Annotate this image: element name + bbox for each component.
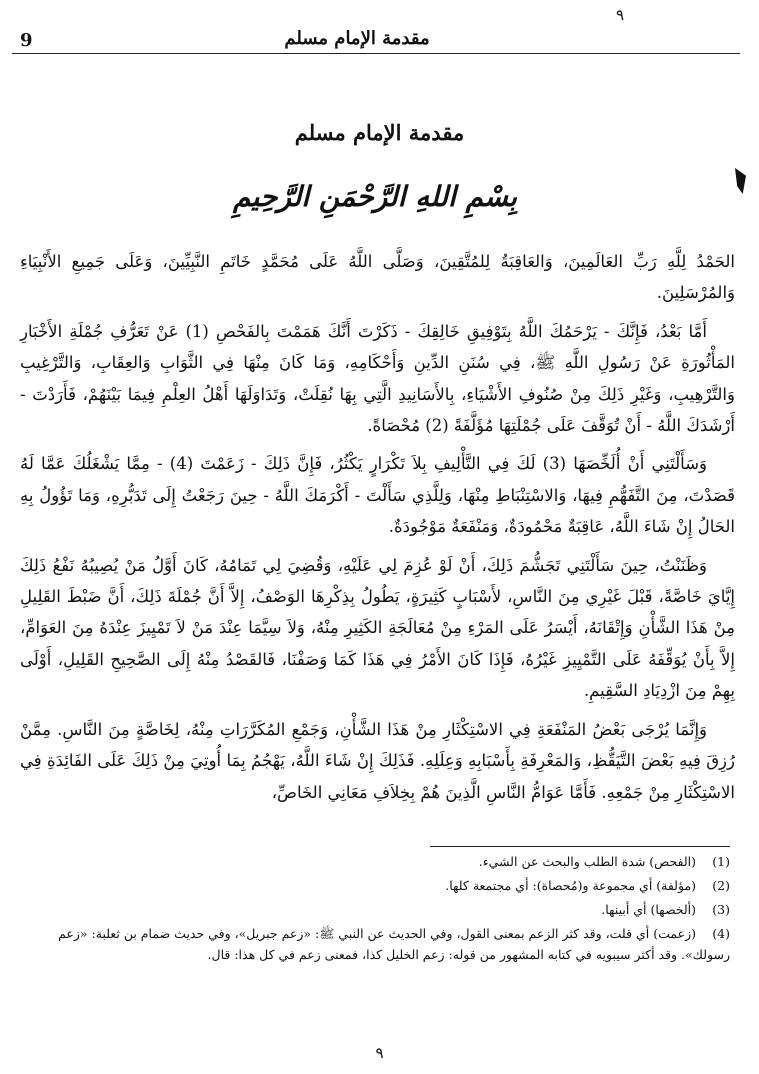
top-page-number: ٩ [616,6,625,24]
footnote-text: (الفحص) شدة الطلب والبحث عن الشيء. [478,854,697,869]
footnote-text: (ألخصها) أي أبينها. [601,902,697,917]
bottom-page-number: ٩ [375,1044,384,1062]
footnote-text: (زعمت) أي قلت، وقد كثر الزعم بمعنى القول، وفي الحديث عن النبي ﷺ: «زعم جبريل»، وفي حديث ضمام بن ثعلبة: «زعم رسولك». وقد أكثر سيبويه في كتابه المشهور من قوله: زعم الخليل كذا، فمعنى زعم في كل هذا: قال. [58,926,730,962]
footnote [40,899,730,920]
basmala-calligraphy: بِسْمِ اللهِ الرَّحْمَنِ الرَّحِيمِ [233,180,517,213]
paragraph: أَمَّا بَعْدُ، فَإِنَّكَ - يَرْحَمُكَ اللَّهُ بِتَوْفِيقِ خَالِقِكَ - ذَكَرْتَ أَنَّكَ هَمَمْتَ بِالفَحْصِ (1) عَنْ تَعَرُّفِ جُمْلَةِ الأَخْبَارِ المَأْثُورَةِ عَنْ رَسُولِ اللَّهِ ﷺ، فِي سُنَنِ الدِّينِ وَأَحْكَامِهِ، وَمَا كَانَ مِنْهَا فِي الثَّوَابِ وَالعِقَابِ، وَالتَّرْغِيبِ وَالتَّرْهِيبِ، وَغَيْرِ ذَلِكَ مِنْ صُنُوفِ الأَشْيَاءِ، بِالأَسَانِيدِ الَّتِي بِهَا نُقِلَتْ، وَتَدَاوَلَهَا أَهْلُ العِلْمِ فِيمَا بَيْنَهُمْ، فَأَرَدْتَ - أَرْشَدَكَ اللَّهُ - أَنْ تُوَقَّفَ عَلَى جُمْلَتِهَا مُؤَلَّفَةً (2) مُحْصَاةً. [20,321,735,436]
footnote-number: (3) [712,902,730,917]
header-title: مقدمة الإمام مسلم [284,28,430,49]
scan-edge-mark [735,168,746,194]
paragraph: وَظَنَنْتُ، حِينَ سَأَلْتَنِي تَجَشُّمَ ذَلِكَ، أَنْ لَوْ عُزِمَ لِي عَلَيْهِ، وَقُضِيَ لِي تَمَامُهُ، كَانَ أَوَّلُ مَنْ يُصِيبُهُ نَفْعُ ذَلِكَ إِيَّايَ خَاصَّةً، قَبْلَ غَيْرِي مِنَ النَّاسِ، لأَسْبَابٍ كَثِيرَةٍ، يَطُولُ بِذِكْرِهَا الوَصْفُ، إِلاَّ أَنَّ جُمْلَةَ ذَلِكَ، أَنَّ ضَبْطَ القَلِيلِ مِنْ هَذَا الشَّأْنِ وَإِتْقَانَهُ، أَيْسَرُ عَلَى المَرْءِ مِنْ مُعَالَجَةِ الكَثِيرِ مِنْهُ، وَلاَ سِيَّمَا عِنْدَ مَنْ لاَ تَمْيِيزَ عِنْدَهُ مِنَ العَوَامِّ، إِلاَّ بِأَنْ يُوَقِّفَهُ عَلَى التَّمْيِيزِ غَيْرُهُ، فَإِذَا كَانَ الأَمْرُ فِي هَذَا كَمَا وَصَفْنَا، فَالقَصْدُ مِنْهُ إِلَى الصَّحِيحِ القَلِيلِ، أَوْلَى بِهِمْ مِنَ ازْدِيَادِ السَّقِيمِ. [20,555,735,701]
running-header [12,24,740,52]
footnote [40,875,730,896]
footnote [40,851,730,872]
main-text [20,246,735,815]
paragraph: وَإِنَّمَا يُرْجَى بَعْضُ المَنْفَعَةِ فِي الاسْتِكْثَارِ مِنْ هَذَا الشَّأْنِ، وَجَمْعِ المُكَرَّرَاتِ مِنْهُ، لِخَاصَّةٍ مِنَ النَّاسِ. مِمَّنْ رُزِقَ فِيهِ بَعْضَ التَّيَقُّظِ، وَالمَعْرِفَةِ بِأَسْبَابِهِ وَعِلَلِهِ. فَذَلِكَ إِنْ شَاءَ اللَّهُ، يَهْجُمُ بِمَا أُوتِيَ مِنْ ذَلِكَ عَلَى الفَائِدَةِ فِي الاسْتِكْثَارِ مِنْ جَمْعِهِ. فَأَمَّا عَوَامُّ النَّاسِ الَّذِينَ هُمْ بِخِلاَفِ مَعَانِي الخَاصِّ، [20,719,735,802]
paragraph: الحَمْدُ لِلَّهِ رَبِّ العَالَمِينَ، وَالعَاقِبَةُ لِلمُتَّقِينَ، وَصَلَّى اللَّهُ عَلَى مُحَمَّدٍ خَاتَمِ النَّبِيِّينَ، وَعَلَى جَمِيعِ الأَنْبِيَاءِ وَالمُرْسَلِينَ. [20,252,735,303]
footnote [40,923,730,965]
footnotes [40,851,730,968]
footnote-text: (مؤلفة) أي مجموعة و(مُحصاة): أي مجتمعة كلها. [445,878,697,893]
paragraph: وَسَأَلْتَنِي أَنْ أُلَخِّصَهَا (3) لَكَ فِي التَّأْلِيفِ بِلاَ تَكْرَارٍ يَكْثُرُ، فَإِنَّ ذَلِكَ - زَعَمْتَ (4) - مِمَّا يَشْغَلُكَ عَمَّا لَهُ قَصَدْتَ، مِنَ التَّفَهُّمِ فِيهَا، وَالاسْتِنْبَاطِ مِنْهَا، وَلِلَّذِي سَأَلْتَ - أَكْرَمَكَ اللَّهُ - حِينَ رَجَعْتُ إِلَى تَدَبُّرِهِ، وَمَا تَؤُولُ بِهِ الحَالُ إِنْ شَاءَ اللَّهُ، عَاقِبَةٌ مَحْمُودَةٌ، وَمَنْفَعَةٌ مَوْجُودَةٌ. [20,454,735,537]
header-page-number: 9 [20,30,33,51]
page-title: مقدمة الإمام مسلم [294,120,465,145]
footnote-number: (1) [712,854,730,869]
footnote-number: (4) [712,926,730,941]
header-rule [12,53,740,54]
footnote-number: (2) [712,878,730,893]
footnote-rule [430,846,730,847]
